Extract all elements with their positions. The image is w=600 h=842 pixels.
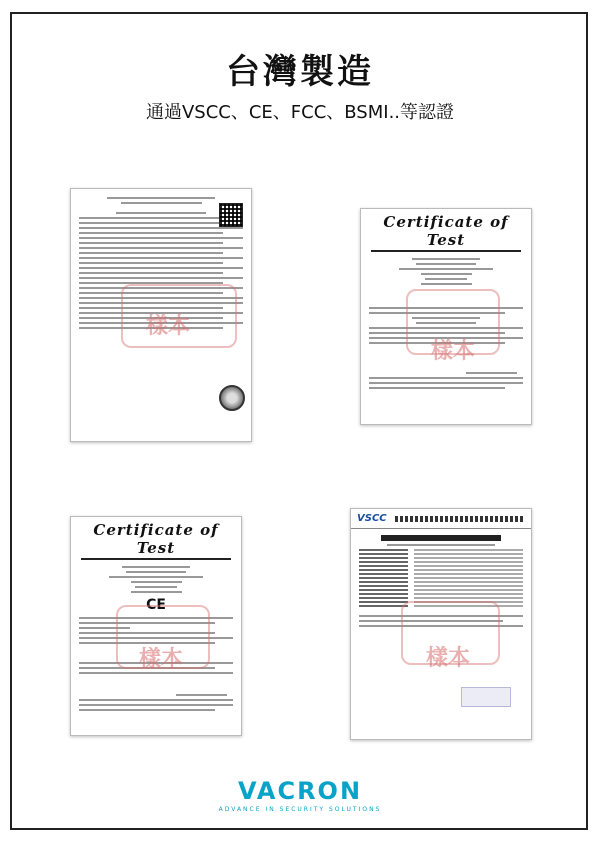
bsmi-certificate [70,188,252,442]
vscc-report [350,508,532,740]
qr-code-icon [219,203,243,227]
certificate-heading: Certificate of Test [371,213,521,252]
signature-stamp [461,687,511,707]
sample-watermark: 樣本 [431,338,476,364]
certificate-heading: Certificate of Test [81,521,231,560]
sample-watermark: 樣本 [426,645,471,671]
brand-name: VACRON [237,777,363,805]
official-seal-icon [219,385,245,411]
page-title: 台灣製造 [226,52,374,92]
brand-tagline: ADVANCE IN SECURITY SOLUTIONS [218,806,382,813]
sample-watermark: 樣本 [146,313,191,339]
vscc-logo: VSCC [357,513,387,524]
fcc-certificate [360,208,532,425]
vacron-logo [0,777,600,813]
sample-watermark: 樣本 [139,646,184,672]
ce-certificate [70,516,242,736]
ce-mark: CE [146,597,166,613]
page-subtitle: 通過VSCC、CE、FCC、BSMI..等認證 [145,102,455,123]
